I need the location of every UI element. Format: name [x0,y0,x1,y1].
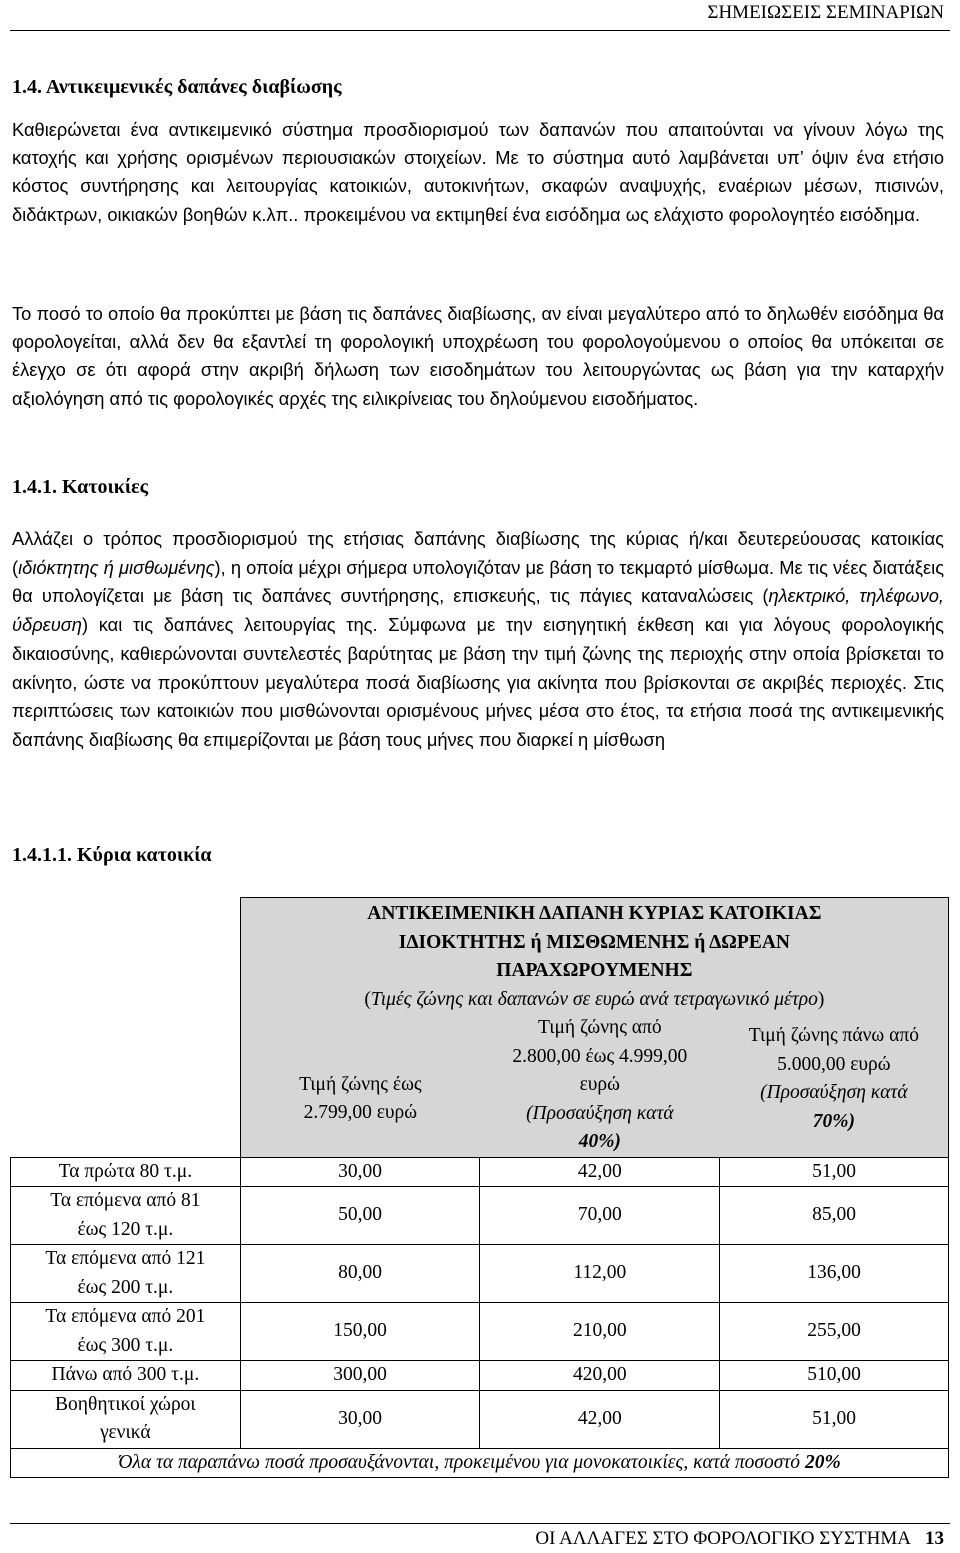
header-col-3-line4: 70%) [812,1110,855,1132]
row-label [11,1303,241,1361]
header-col-2-line4: (Προσαύξηση κατά [526,1102,674,1124]
p3-b: ιδιόκτητης ή μισθωμένης [18,556,215,578]
row-value-2: 70,00 [480,1187,720,1245]
section-title-1-4-1: 1.4.1. Κατοικίες [12,476,149,498]
row-value-3: 51,00 [720,1390,949,1448]
row-value-3: 510,00 [720,1361,949,1391]
table-title-line2: ΙΔΙΟΚΤΗΤΗΣ ή ΜΙΣΘΩΜΕΝΗΣ ή ΔΩΡΕΑΝ [398,931,791,953]
row-label [11,1245,241,1303]
header-col-2-line2: 2.800,00 έως 4.999,00 [512,1045,688,1067]
paragraph-1: Καθιερώνεται ένα αντικειμενικό σύστημα προσδιορισμού των δαπανών που απαιτούνται να γίνουν λόγω της κατοχής και χρήσης ορισμένων περιουσιακών στοιχείων. Με το σύστημα αυτό λαμβάνεται υπ’ όψιν ένα ετήσιο κόστος συντήρησης και λειτουργίας κατοικιών, αυτοκινήτων, σκαφών αναψυχής, εναέριων μέσων, πισινών, διδάκτρων, οικιακών βοηθών κ.λπ.. προκειμένου να εκτιμηθεί ένα εισόδημα ως ελάχιστο φορολογητέο εισόδημα. [12,119,944,225]
header-col-1-line2: 2.799,00 ευρώ [303,1102,418,1124]
cost-table [10,897,949,1478]
p3-d: ηλεκτρικό, τηλέφωνο, ύδρευση [12,585,944,636]
table-row [11,1361,949,1391]
row-value-1: 80,00 [240,1245,480,1303]
blank-cell [11,898,241,1015]
table-note-text: Όλα τα παραπάνω ποσά προσαυξάνονται, προκειμένου για μονοκατοικίες, κατά ποσοστό [118,1451,805,1473]
paragraph-2: Το ποσό το οποίο θα προκύπτει με βάση τις δαπάνες διαβίωσης, αν είναι μεγαλύτερο από το δηλωθέν εισόδημα θα φορολογείται, αλλά δεν θα εξαντλεί τη φορολογική υποχρέωση του φορολογούμενου ο οποίος θα υπόκειται σε έλεγχο σε ότι αφορά στην ακριβή δήλωση των εισοδημάτων του λειτουργώντας ως βάση για την καταρχήν αξιολόγηση από τις φορολογικές αρχές της ειλικρίνειας του δηλούμενου εισοδήματος. [12,303,944,409]
row-value-1: 300,00 [240,1361,480,1391]
row-value-2: 210,00 [480,1303,720,1361]
footer-title: ΟΙ ΑΛΛΑΓΕΣ ΣΤΟ ΦΟΡΟΛΟΓΙΚΟ ΣΥΣΤΗΜΑ [535,1528,911,1549]
header-col-2-line5: 40%) [578,1131,621,1152]
row-value-3: 51,00 [720,1157,949,1187]
paragraph-3 [12,525,944,755]
row-value-2: 42,00 [480,1157,720,1187]
row-value-2: 42,00 [480,1390,720,1448]
row-label: Τα πρώτα 80 τ.μ. [11,1157,241,1187]
row-label [11,1187,241,1245]
header-col-1-line1: Τιμή ζώνης έως [299,1073,422,1095]
row-label-line2: έως 200 τ.μ. [77,1276,174,1298]
row-label-line1: Βοηθητικοί χώροι [55,1393,196,1415]
row-value-1: 50,00 [240,1187,480,1245]
header-col-2-line3: ευρώ [579,1074,621,1095]
table-row [11,1245,949,1303]
row-label: Πάνω από 300 τ.μ. [11,1361,241,1391]
table-title-line1: ΑΝΤΙΚΕΙΜΕΝΙΚΗ ΔΑΠΑΝΗ ΚΥΡΙΑΣ ΚΑΤΟΙΚΙΑΣ [367,903,822,924]
row-label [11,1390,241,1448]
header-col-3 [720,1014,949,1157]
header-col-2-line1: Τιμή ζώνης από [537,1017,662,1038]
row-label-line2: έως 300 τ.μ. [77,1334,174,1356]
table-subtitle [245,986,944,1015]
header-col-3-line1: Τιμή ζώνης πάνω από [748,1025,919,1047]
table-subtitle-text: Τιμές ζώνης και δαπανών σε ευρώ ανά τετραγωνικό μέτρο [370,988,818,1010]
table-row [11,1303,949,1361]
table-subtitle-close: ) [817,988,825,1010]
table-note-row [11,1448,949,1478]
table-title [240,898,948,1015]
row-label-line2: έως 120 τ.μ. [77,1218,174,1240]
row-label-line1: Τα επόμενα από 121 [45,1248,206,1269]
table-row [11,1390,949,1448]
page-footer [535,1528,944,1550]
row-value-2: 112,00 [480,1245,720,1303]
header-col-3-line2: 5.000,00 ευρώ [777,1053,891,1075]
table-header-row [11,1014,949,1157]
header-col-2 [480,1014,720,1157]
header-rule [10,30,950,31]
row-value-3: 85,00 [720,1187,949,1245]
p3-e: ) και τις δαπάνες λειτουργίας της. Σύμφωνα με την εισηγητική έκθεση και για λόγους φορολογικής δικαιοσύνης, καθιερώνονται συντελεστές βαρύτητας με βάση την τιμή ζώνης της περιοχής στην οποία βρίσκεται το ακίνητο, ώστε να προκύπτουν μεγαλύτερα ποσά διαβίωσης για ακίνητα που βρίσκονται σε ακριβές περιοχές. Στις περιπτώσεις των κατοικιών που μισθώνονται ορισμένους μήνες μέσα στο έτος, τα ετήσια ποσά της αντικειμενικής δαπάνης διαβίωσης θα επιμερίζονται με βάση τους μήνες που διαρκεί η μίσθωση [12,614,944,750]
row-value-3: 136,00 [720,1245,949,1303]
row-value-1: 150,00 [240,1303,480,1361]
row-value-1: 30,00 [240,1390,480,1448]
table-row [11,1187,949,1245]
header-col-3-line3: (Προσαύξηση κατά [760,1082,908,1104]
table-row [11,1157,949,1187]
page-number: 13 [925,1528,944,1549]
section-title-1-4: 1.4. Αντικειμενικές δαπάνες διαβίωσης [12,76,342,98]
row-value-2: 420,00 [480,1361,720,1391]
blank-cell [11,1014,241,1157]
table-title-line3: ΠΑΡΑΧΩΡΟΥΜΕΝΗΣ [496,960,693,981]
p3-c: ), η οποία μέχρι σήμερα υπολογιζόταν με βάση το τεκμαρτό μίσθωμα. Με τις νέες διατάξεις θα υπολογίζεται με βάση τις δαπάνες συντήρησης, επισκευής, τις πάγιες καταναλώσεις ( [12,556,944,607]
row-label-line1: Τα επόμενα από 81 [50,1190,201,1211]
row-label-line2: γενικά [100,1422,151,1443]
row-value-1: 30,00 [240,1157,480,1187]
table-note-percent: 20% [804,1451,841,1473]
footer-rule [10,1523,950,1524]
p3-a: Αλλάζει ο τρόπος προσδιορισμού της ετήσιας δαπάνης διαβίωσης της κύριας ή/και δευτερεύουσας κατοικίας ( [12,528,944,578]
section-title-1-4-1-1: 1.4.1.1. Κύρια κατοικία [12,844,212,866]
header-col-1 [240,1014,480,1157]
table-subtitle-open: ( [364,988,371,1010]
row-label-line1: Τα επόμενα από 201 [45,1306,206,1327]
row-value-3: 255,00 [720,1303,949,1361]
table-note [11,1448,949,1478]
page-header: ΣΗΜΕΙΩΣΕΙΣ ΣΕΜΙΝΑΡΙΩΝ [707,2,944,23]
table-title-row [11,898,949,1015]
